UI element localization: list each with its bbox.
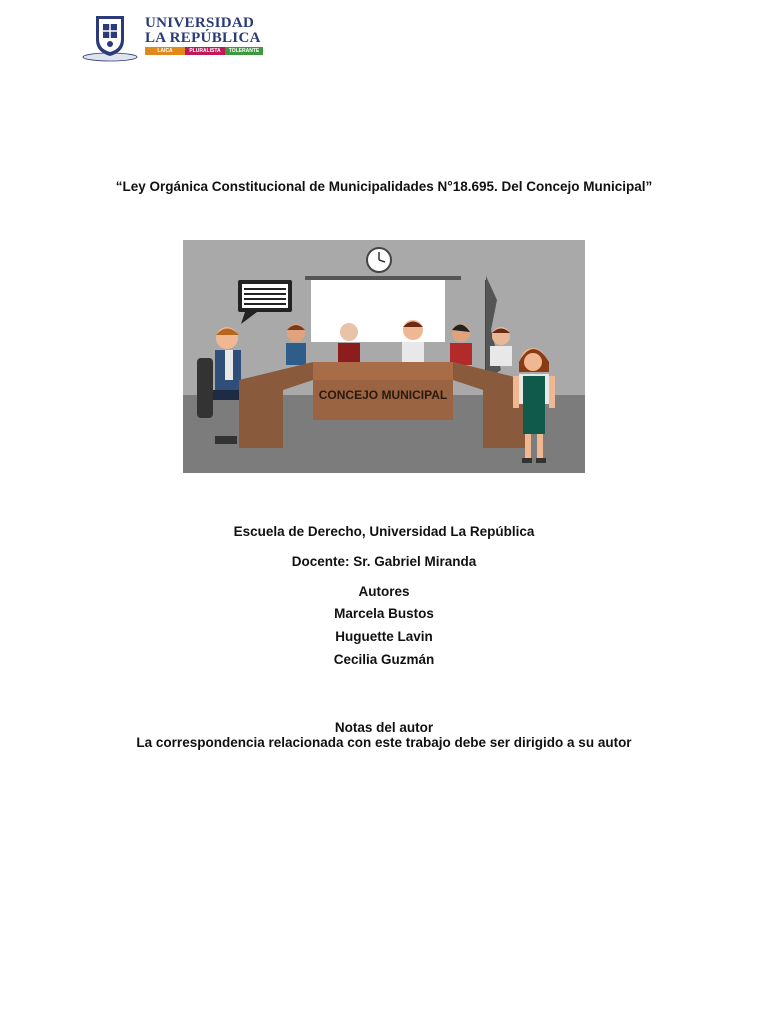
document-title: “Ley Orgánica Constitucional de Municipalidades N°18.695. Del Concejo Municipal” [115,179,653,194]
logo-tag-bar [145,47,263,55]
notes-text: La correspondencia relacionada con este trabajo debe ser dirigido a su autor [136,735,632,750]
logo-tag-pluralista: PLURALISTA [185,47,225,55]
author-item: Cecilia Guzmán [333,652,435,667]
school-line: Escuela de Derecho, Universidad La República [233,524,535,539]
logo-line-1: UNIVERSIDAD [145,15,255,31]
teacher-line: Docente: Sr. Gabriel Miranda [291,554,477,569]
university-crest-icon [82,12,138,62]
authors-heading: Autores [358,584,410,599]
logo-tag-tolerante: TOLERANTE [225,47,263,55]
author-item: Marcela Bustos [334,606,434,621]
concejo-sign: CONCEJO MUNICIPAL [318,388,448,402]
author-item: Huguette Lavin [335,629,433,644]
university-logo [80,12,270,64]
notes-heading: Notas del autor [334,720,434,735]
logo-tag-laica: LAICA [145,47,185,55]
clock-icon [367,248,391,272]
logo-line-2: LA REPÚBLICA [145,30,261,46]
council-meeting-illustration [183,240,585,473]
